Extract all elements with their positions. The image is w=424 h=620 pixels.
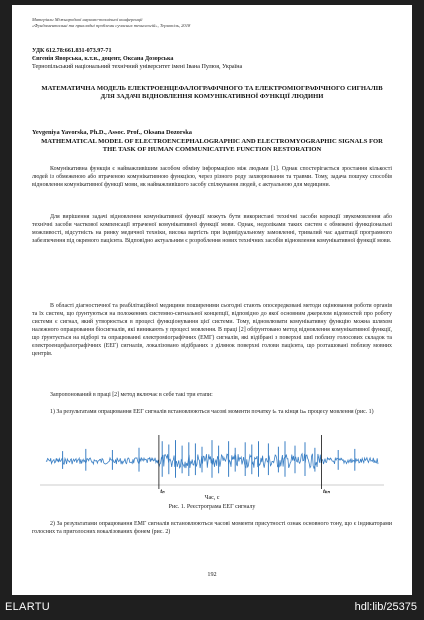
time-marker-label: tₖₙ — [323, 489, 330, 495]
x-axis-label: Час, с — [204, 495, 220, 501]
eeg-figure — [40, 431, 384, 509]
udc-code: УДК 612.78:661.831-073.97-71 — [32, 48, 112, 54]
figure-caption: Рис. 1. Реєстрограма ЕЕГ сигналу — [168, 504, 256, 510]
authors-english: Yevgeniya Yavorska, Ph.D., Assoc. Prof., Oksana Dozorska — [32, 129, 192, 136]
paper-page — [12, 5, 412, 595]
handle-identifier[interactable]: hdl:lib/25375 — [354, 601, 417, 613]
header-line-2: «Фундаментальні та прикладні проблеми сучасних технологій», Тернопіль, 2018 — [32, 23, 191, 29]
paragraph-2: Для вирішення задачі відновлення комунікативної функції можуть бути використані технічні засоби корекції звукомовлення або технічні засоби часткової компенсації втраченої комунікативної функції мови. Однак, недоліками таких систем є обмежені функціональні можливості, відсутність на ринку медичної техніки, висока вартість при індивідуальному замовленні, тривалий час адаптації програмного забезпечення під окремого пацієнта. Відповідно актуальним є розроблення нових технічних засобів відновлення комунікативної функції мови. — [32, 214, 392, 245]
title-ukrainian: МАТЕМАТИЧНА МОДЕЛЬ ЕЛЕКТРОЕНЦЕФАЛОГРАФІЧНОГО ТА ЕЛЕКТРОМІОГРАФІЧНОГО СИГНАЛІВ ДЛЯ ЗАДАЧІ ВІДНОВЛЕННЯ КОМУНІКАТИВНОЇ ФУНКЦІЇ ЛЮДИНИ — [41, 85, 383, 101]
paragraph-5: 1) За результатами опрацювання ЕЕГ сигналів встановлюються часові моменти початку tₙ та кінця tₖₙ процесу мовлення (рис. 1) — [50, 409, 374, 415]
paragraph-1: Комунікативна функція є найважливішим засобом обміну інформацією між людьми [1]. Однак спостерігається зростання кількості людей із обмеженою або втраченою комунікативною функцією, через різного роду захворювання та травми. Тому, задача пошуку способів відновлення комунікативної функції мови, як найважливішого засобу спілкування людей, є актуальною для медицини. — [32, 166, 392, 189]
time-marker-label: tₙ — [160, 489, 165, 495]
paragraph-6: 2) За результатами опрацювання ЕМГ сигналів встановлюються часові моменти присутності ознак основного тону, що є індикаторами голосних та приголосних вокалізованих фонем (рис. 2) — [32, 521, 392, 536]
authors-ukrainian: Євгенія Яворська, к.т.н., доцент, Оксана Дозорська — [32, 56, 174, 62]
affiliation: Тернопільський національний технічний університет імені Івана Пулюя, Україна — [32, 64, 243, 70]
header-line-1: Матеріали Міжнародної науково-технічної конференції — [32, 17, 143, 22]
repository-name[interactable]: ELARTU — [5, 601, 50, 613]
title-english: MATHEMATICAL MODEL OF ELECTROENCEPHALOGRAPHIC AND ELECTROMYOGRAPHIC SIGNALS FOR THE TASK OF HUMAN COMMUNICATIVE FUNCTION RESTORATION — [41, 138, 383, 154]
conference-header — [32, 17, 392, 30]
paragraph-3: В області діагностичної та реабілітаційної медицини поширеними сьогодні стають опосередковані методи оцінювання роботи органів та їх систем, що ґрунтуються на положеннях системно-сигнальної концепції, відповідно до якої основним джерелом відомостей про роботу системи є сигнал, який утворюється в процесі функціонування цієї системи. Тому, відновлювати комунікативну функцію можна шляхом належного опрацювання біосигналів, які виникають у процесі мовлення. В праці [2] обґрунтовано метод відновлення комунікативної функції, що ґрунтується на відборі та опрацюванні електроміографічних (ЕМГ) сигналів, які відібрані з поверхні шиї поблизу голосових складок та електроенцефалографічних (ЕЕГ) сигналів, локалізовано відібраних з ділянок поверхні голови пацієнта, що розташовані поблизу мовних центрів. — [32, 303, 392, 358]
eeg-chart — [40, 431, 384, 503]
page-number: 192 — [207, 571, 217, 578]
paragraph-4: Запропонований в праці [2] метод включає в себе такі три етапи: — [50, 392, 213, 398]
